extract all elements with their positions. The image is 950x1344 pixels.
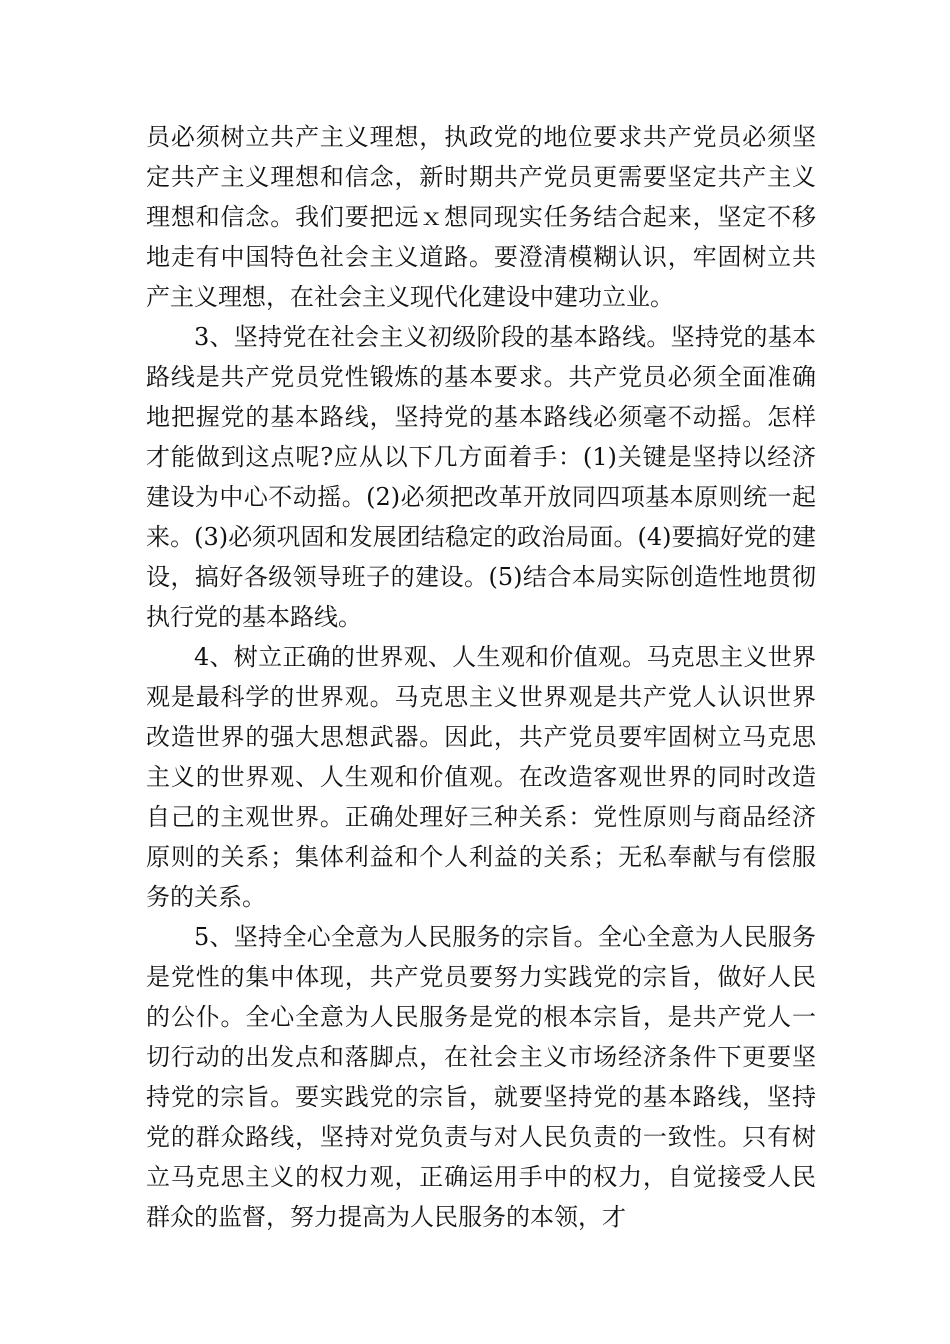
paragraph-continued: 员必须树立共产主义理想，执政党的地位要求共产党员必须坚定共产主义理想和信念，新时期共产党员更需要坚定共产主义理想和信念。我们要把远ｘ想同现实任务结合起来，坚定不移地走有中国特色社会主义道路。要澄清模糊认识，牢固树立共产主义理想，在社会主义现代化建设中建功立业。	[146, 123, 816, 311]
document-body	[146, 117, 816, 1237]
paragraph-worldview: 4、树立正确的世界观、人生观和价值观。马克思主义世界观是最科学的世界观。马克思主义世界观是共产党人认识世界改造世界的强大思想武器。因此，共产党员要牢固树立马克思主义的世界观、人生观和价值观。在改造客观世界的同时改造自己的主观世界。正确处理好三种关系：党性原则与商品经济原则的关系；集体利益和个人利益的关系；无私奉献与有偿服务的关系。	[146, 643, 816, 911]
paragraph-serve-people: 5、坚持全心全意为人民服务的宗旨。全心全意为人民服务是党性的集中体现，共产党员要努力实践党的宗旨，做好人民的公仆。全心全意为人民服务是党的根本宗旨，是共产党人一切行动的出发点和落脚点，在社会主义市场经济条件下更要坚持党的宗旨。要实践党的宗旨，就要坚持党的基本路线，坚持党的群众路线，坚持对党负责与对人民负责的一致性。只有树立马克思主义的权力观，正确运用手中的权力，自觉接受人民群众的监督，努力提高为人民服务的本领，才	[146, 923, 816, 1231]
paragraph-basic-line: 3、坚持党在社会主义初级阶段的基本路线。坚持党的基本路线是共产党员党性锻炼的基本要求。共产党员必须全面准确地把握党的基本路线，坚持党的基本路线必须毫不动摇。怎样才能做到这点呢?应从以下几方面着手：(1)关键是坚持以经济建设为中心不动摇。(2)必须把改革开放同四项基本原则统一起来。(3)必须巩固和发展团结稳定的政治局面。(4)要搞好党的建设，搞好各级领导班子的建设。(5)结合本局实际创造性地贯彻执行党的基本路线。	[146, 323, 816, 631]
